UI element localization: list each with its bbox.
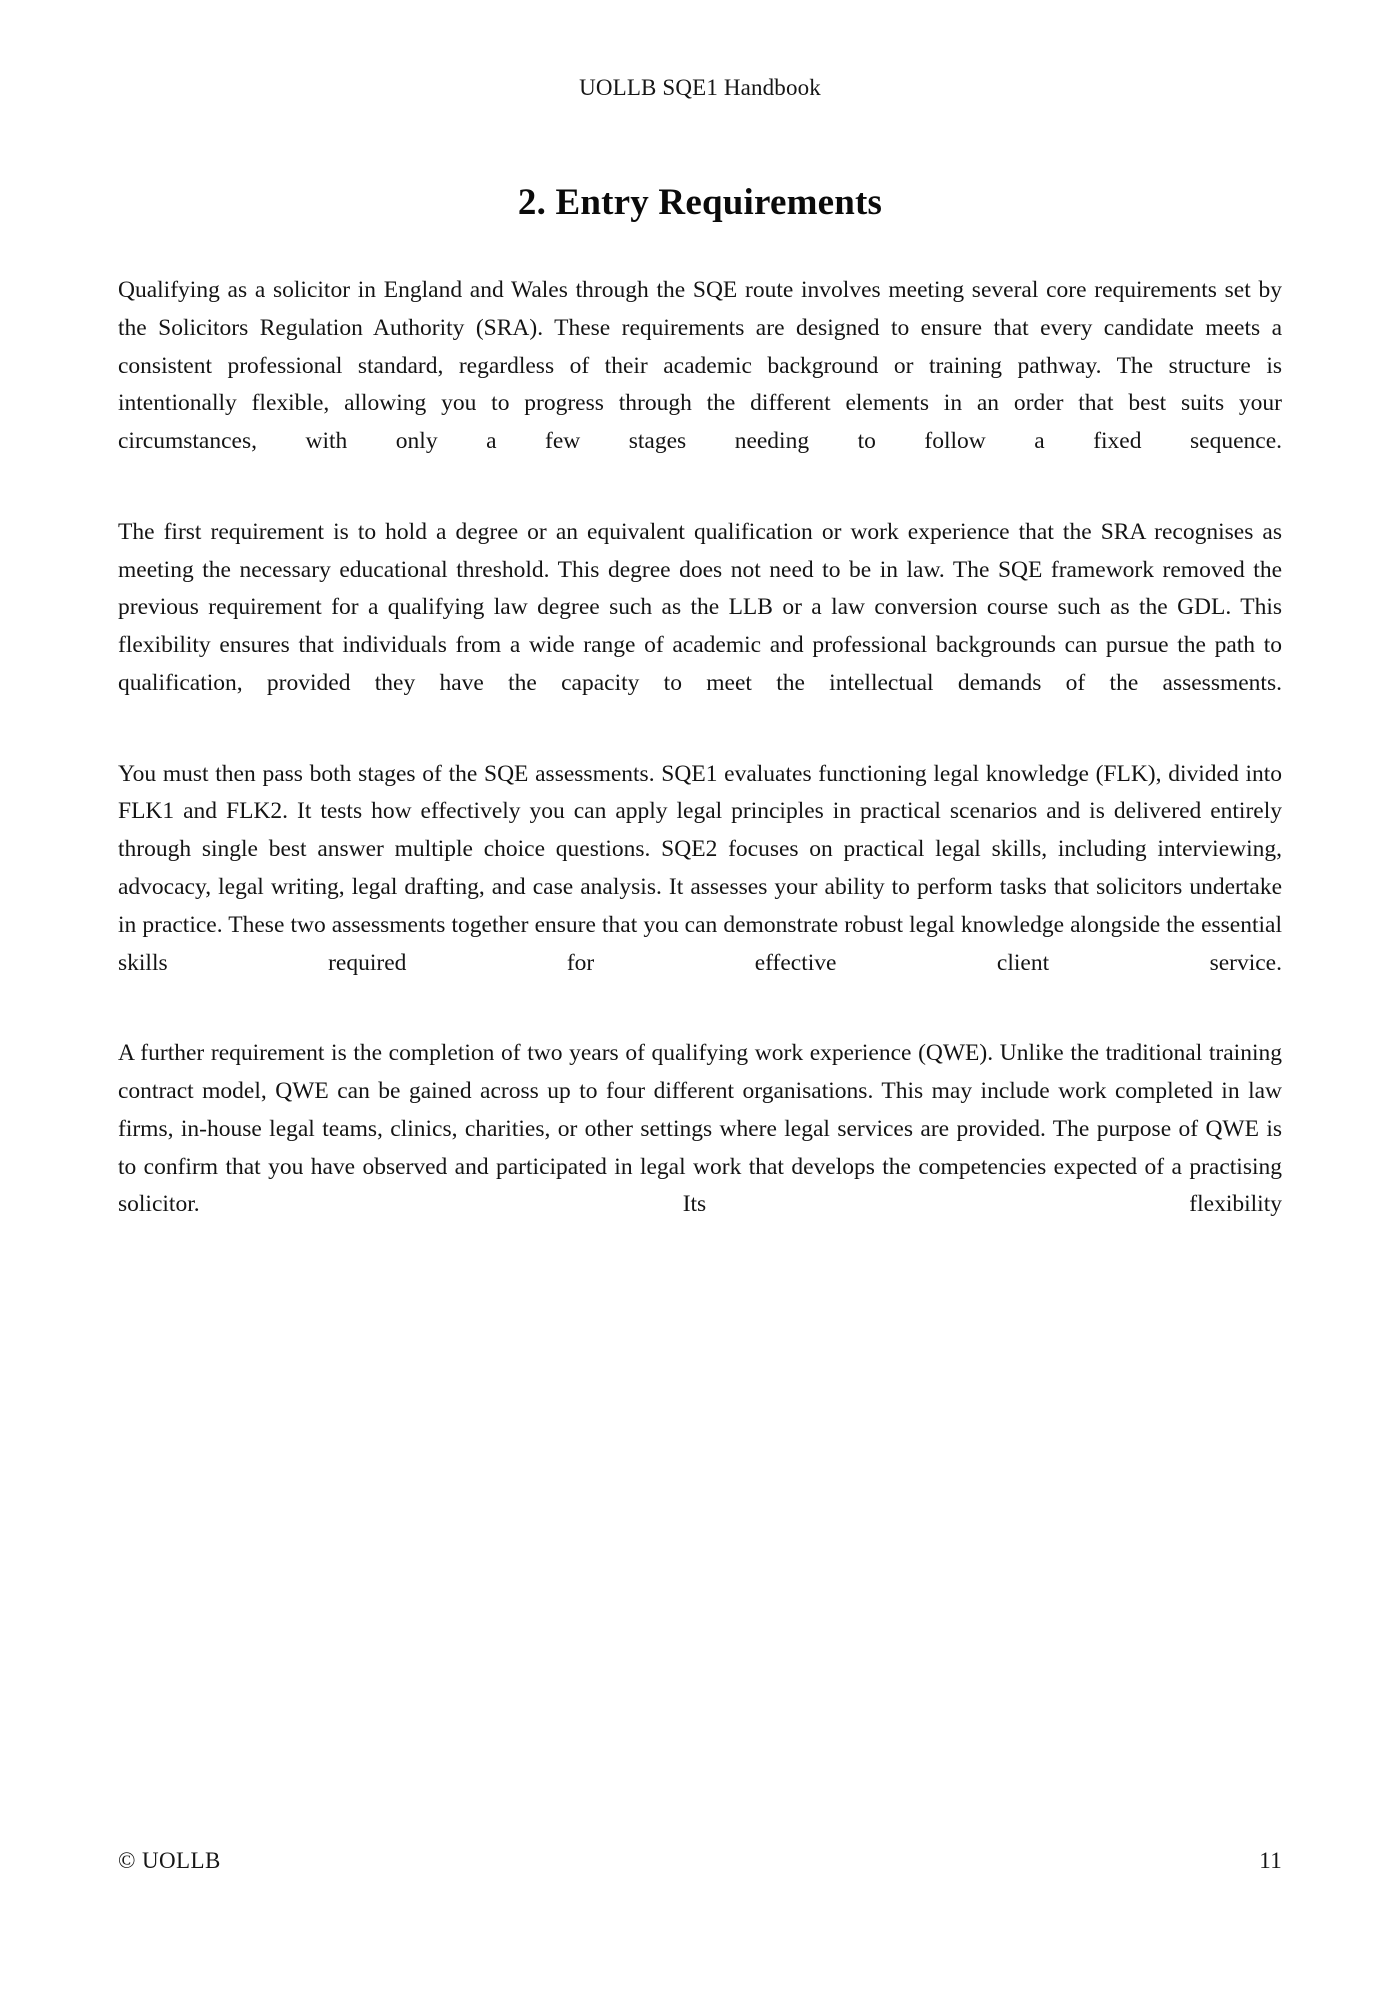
- body-paragraph: You must then pass both stages of the SQE assessments. SQE1 evaluates functioning legal knowledge (FLK), divided into FLK1 and FLK2. It tests how effectively you can apply legal principles in practical scenarios and is delivered entirely through single best answer multiple choice questions. SQE2 focuses on practical legal skills, including interviewing, advocacy, legal writing, legal drafting, and case analysis. It assesses your ability to perform tasks that solicitors undertake in practice. These two assessments together ensure that you can demonstrate robust legal knowledge alongside the essential skills required for effective client service.: [118, 760, 1282, 976]
- running-header: UOLLB SQE1 Handbook: [579, 75, 821, 100]
- body-text-column: [118, 272, 1282, 1262]
- page-footer: [118, 1848, 1282, 1874]
- chapter-title: 2. Entry Requirements: [517, 181, 883, 223]
- body-paragraph: The first requirement is to hold a degree or an equivalent qualification or work experience that the SRA recognises as meeting the necessary educational threshold. This degree does not need to be in law. The SQE framework removed the previous requirement for a qualifying law degree such as the LLB or a law conversion course such as the GDL. This flexibility ensures that individuals from a wide range of academic and professional backgrounds can pursue the path to qualification, provided they have the capacity to meet the intellectual demands of the assessments.: [118, 518, 1282, 696]
- body-paragraph: Qualifying as a solicitor in England and Wales through the SQE route involves meeting several core requirements set by the Solicitors Regulation Authority (SRA). These requirements are designed to ensure that every candidate meets a consistent professional standard, regardless of their academic background or training pathway. The structure is intentionally flexible, allowing you to progress through the different elements in an order that best suits your circumstances, with only a few stages needing to follow a fixed sequence.: [118, 277, 1282, 455]
- body-paragraph: A further requirement is the completion of two years of qualifying work experience (QWE). Unlike the traditional training contract model, QWE can be gained across up to four different organisations. This may include work completed in law firms, in-house legal teams, clinics, charities, or other settings where legal services are provided. The purpose of QWE is to confirm that you have observed and participated in legal work that develops the competencies expected of a practising solicitor. Its flexibility: [118, 1040, 1282, 1218]
- page-number: 11: [1259, 1848, 1282, 1873]
- footer-copyright: © UOLLB: [118, 1848, 221, 1873]
